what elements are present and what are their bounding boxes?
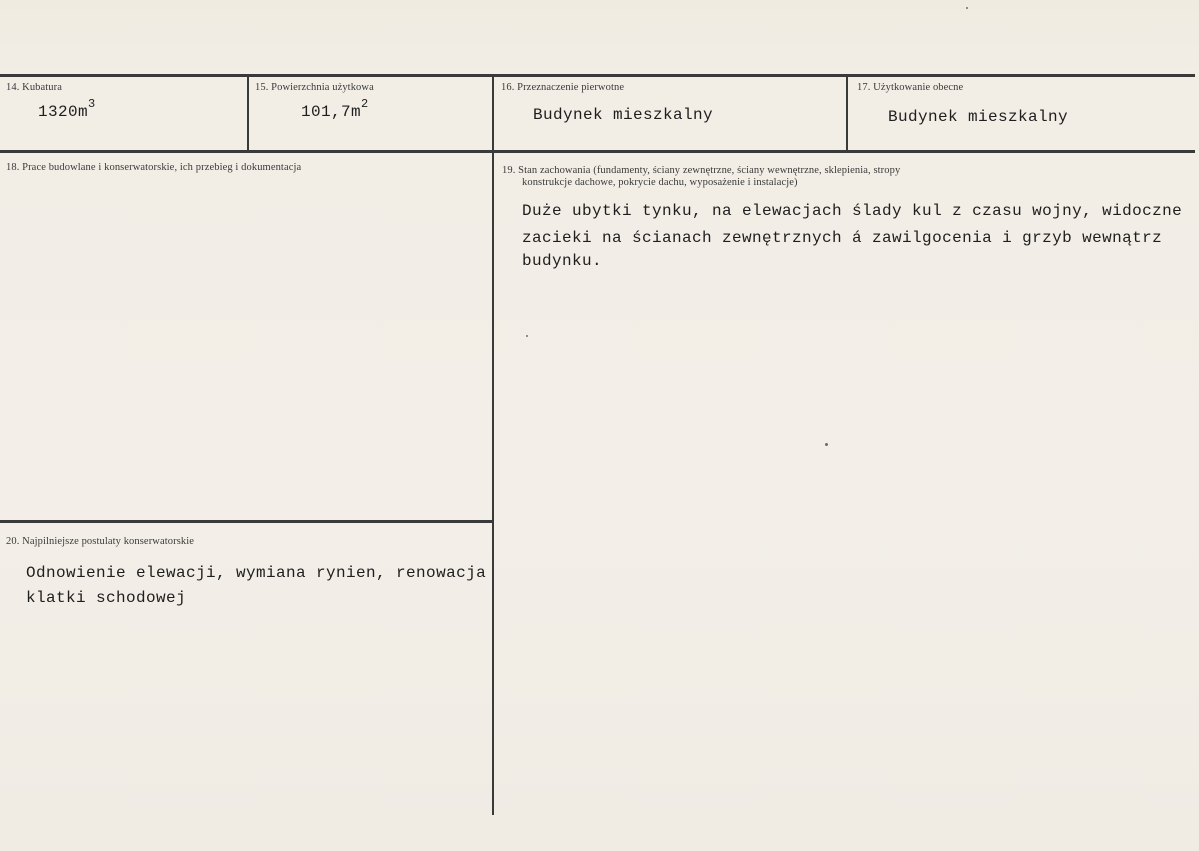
paper-speck xyxy=(526,335,528,337)
field-17-value: Budynek mieszkalny xyxy=(888,108,1069,126)
rule-mid xyxy=(0,150,1195,153)
field-19-text-line2: zacieki na ścianach zewnętrznych á zawilgocenia i grzyb wewnątrz xyxy=(522,229,1163,247)
field-16-label: 16. Przeznaczenie pierwotne xyxy=(501,82,625,93)
divider-15-16 xyxy=(492,74,494,815)
rule-top xyxy=(0,74,1195,77)
field-19-text-line3: budynku. xyxy=(522,252,603,270)
field-19-label-line2: konstrukcje dachowe, pokrycie dachu, wyposażenie i instalacje) xyxy=(522,177,798,188)
field-17-label: 17. Użytkowanie obecne xyxy=(857,82,964,93)
field-15-label: 15. Powierzchnia użytkowa xyxy=(255,82,374,93)
field-19-label-line1: 19. Stan zachowania (fundamenty, ściany zewnętrzne, ściany wewnętrzne, sklepienia, stropy xyxy=(502,165,901,176)
field-15-value xyxy=(301,97,369,121)
paper-speck xyxy=(966,7,968,9)
paper-speck xyxy=(825,443,828,446)
field-19-text-line1: Duże ubytki tynku, na elewacjach ślady kul z czasu wojny, widoczne xyxy=(522,202,1183,220)
field-16-value: Budynek mieszkalny xyxy=(533,106,714,124)
rule-field20 xyxy=(0,520,493,523)
field-14-label: 14. Kubatura xyxy=(6,82,63,93)
divider-16-17 xyxy=(846,74,848,152)
field-15-number: 101,7m xyxy=(301,103,362,121)
field-15-exponent: 2 xyxy=(361,97,369,111)
field-14-value xyxy=(38,97,96,121)
field-20-label: 20. Najpilniejsze postulaty konserwatorskie xyxy=(6,536,195,547)
divider-14-15 xyxy=(247,74,249,152)
field-20-text-line1: Odnowienie elewacji, wymiana rynien, renowacja xyxy=(26,564,487,582)
field-14-number: 1320m xyxy=(38,103,89,121)
field-20-text-line2: klatki schodowej xyxy=(26,589,187,607)
field-14-exponent: 3 xyxy=(88,97,96,111)
field-18-label: 18. Prace budowlane i konserwatorskie, ich przebieg i dokumentacja xyxy=(6,162,302,173)
